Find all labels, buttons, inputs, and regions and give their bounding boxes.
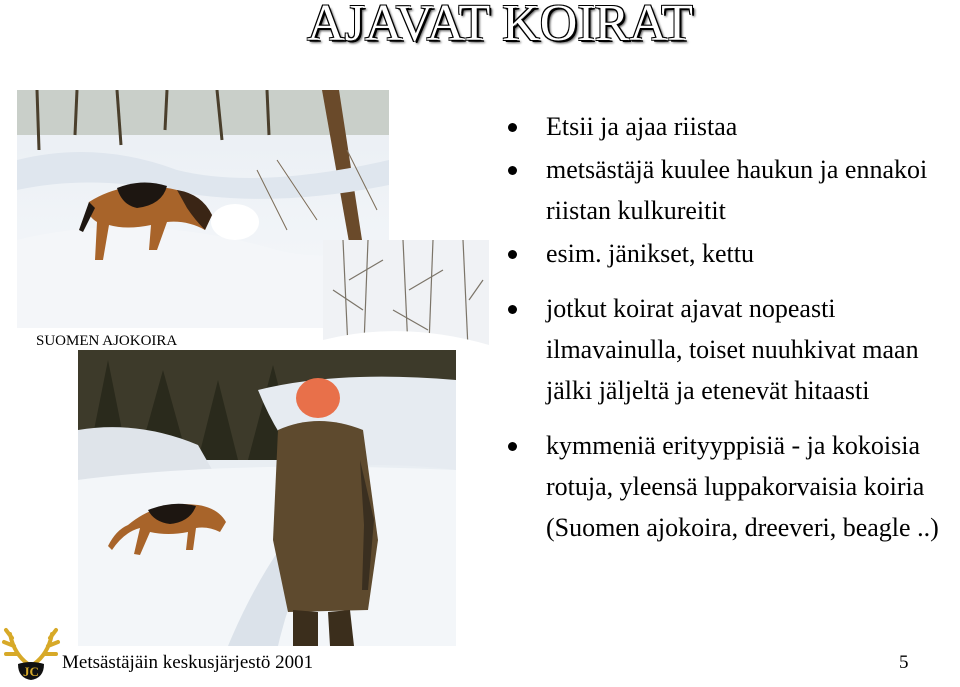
bullet-list	[506, 106, 960, 550]
bullet-dot-icon	[508, 166, 517, 175]
bullet-text: Etsii ja ajaa riistaa	[546, 112, 738, 141]
page-number: 5	[899, 652, 909, 673]
bullet-dot-icon	[508, 442, 517, 451]
svg-text:JC: JC	[23, 664, 39, 679]
bullet-item	[506, 288, 960, 411]
photo-caption: SUOMEN AJOKOIRA	[36, 333, 178, 349]
hunter-with-dog-photo	[78, 350, 456, 646]
bullet-text: metsästäjä kuulee haukun ja ennakoi riistan kulkureitit	[546, 155, 928, 225]
bullet-text: jotkut koirat ajavat nopeasti ilmavainulla, toiset nuuhkivat maan jälki jäljeltä ja etenevät hitaasti	[546, 294, 919, 405]
bullet-item	[506, 149, 960, 231]
bullet-text: kymmeniä erityyppisiä - ja kokoisia rotuja, yleensä luppakorvaisia koiria (Suomen ajokoira, dreeveri, beagle ..)	[546, 431, 939, 542]
footer-organization: Metsästäjäin keskusjärjestö 2001	[62, 652, 314, 673]
bullet-dot-icon	[508, 305, 517, 314]
bullet-item	[506, 425, 960, 548]
bullet-dot-icon	[508, 123, 517, 132]
bullet-item	[506, 233, 960, 274]
slide-title: AJAVAT KOIRAT	[307, 0, 693, 52]
bullet-text: esim. jänikset, kettu	[546, 239, 754, 268]
bullet-item	[506, 106, 960, 147]
bullet-dot-icon	[508, 250, 517, 259]
organization-logo-icon	[0, 624, 62, 682]
